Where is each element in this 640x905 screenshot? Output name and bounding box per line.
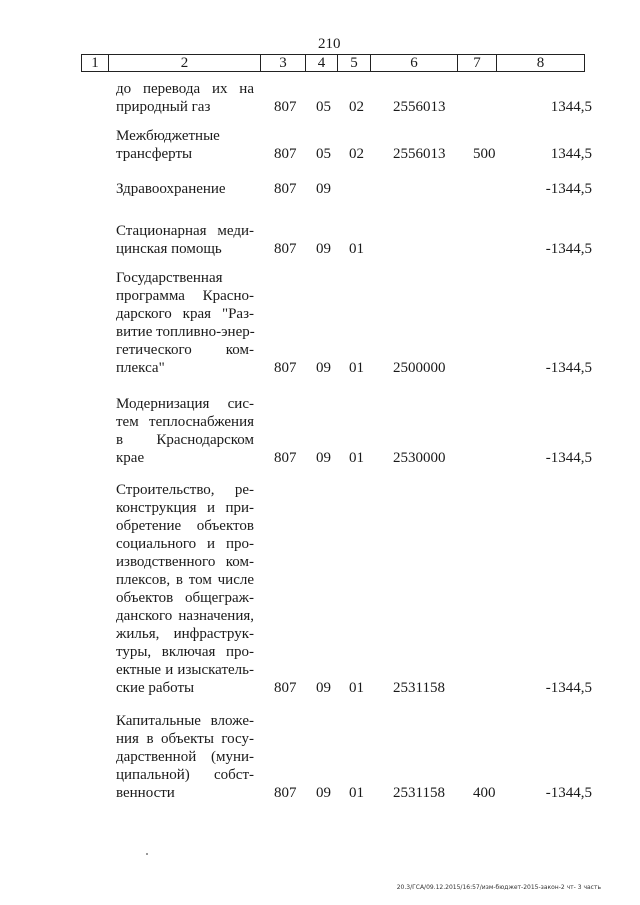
row-col-8: -1344,5 — [545, 785, 592, 801]
description-line: природный газ — [116, 99, 211, 115]
row-col-4: 05 — [316, 99, 331, 115]
row-description — [116, 222, 254, 258]
description-line: туры, включая про- — [116, 644, 254, 660]
row-col-5: 01 — [349, 680, 364, 696]
row-col-5: 01 — [349, 241, 364, 257]
description-line: трансферты — [116, 146, 193, 162]
description-line: ектные и изыскатель- — [116, 662, 254, 678]
row-col-7: 500 — [473, 146, 496, 162]
row-col-8: -1344,5 — [545, 450, 592, 466]
header-col-7: 7 — [458, 55, 497, 72]
description-line: гетического ком- — [116, 342, 254, 358]
row-col-8: -1344,5 — [545, 680, 592, 696]
row-description — [116, 127, 254, 163]
description-line: жилья, инфраструк- — [116, 626, 254, 642]
row-col-5: 01 — [349, 450, 364, 466]
row-col-5: 01 — [349, 785, 364, 801]
header-col-5: 5 — [338, 55, 371, 72]
row-col-5: 02 — [349, 146, 364, 162]
description-line: венности — [116, 785, 175, 801]
row-description — [116, 180, 254, 198]
row-col-8: -1344,5 — [545, 181, 592, 197]
description-line: дарского края "Раз- — [116, 306, 254, 322]
row-description — [116, 269, 254, 377]
row-col-3: 807 — [274, 360, 297, 376]
row-col-4: 09 — [316, 450, 331, 466]
row-col-8: -1344,5 — [545, 360, 592, 376]
header-col-3: 3 — [261, 55, 306, 72]
row-col-8: -1344,5 — [545, 241, 592, 257]
row-col-7: 400 — [473, 785, 496, 801]
row-col-5: 01 — [349, 360, 364, 376]
row-col-6: 2500000 — [393, 360, 446, 376]
description-line: до перевода их на — [116, 81, 254, 97]
description-line: в Краснодарском — [116, 432, 254, 448]
row-col-3: 807 — [274, 680, 297, 696]
row-col-5: 02 — [349, 99, 364, 115]
row-col-6: 2556013 — [393, 146, 446, 162]
row-col-3: 807 — [274, 785, 297, 801]
description-line: Межбюджетные — [116, 128, 220, 144]
row-description — [116, 395, 254, 467]
header-col-6: 6 — [371, 55, 458, 72]
row-col-4: 09 — [316, 360, 331, 376]
row-col-3: 807 — [274, 241, 297, 257]
description-line: крае — [116, 450, 145, 466]
row-col-6: 2556013 — [393, 99, 446, 115]
header-col-2: 2 — [109, 55, 261, 72]
description-line: тем теплоснабжения — [116, 414, 254, 430]
row-col-6: 2531158 — [393, 680, 445, 696]
description-line: Модернизация сис- — [116, 396, 254, 412]
description-line: социального и про- — [116, 536, 254, 552]
description-line: конструкция и при- — [116, 500, 254, 516]
description-line: Строительство, ре- — [116, 482, 254, 498]
row-col-4: 09 — [316, 785, 331, 801]
row-col-4: 05 — [316, 146, 331, 162]
description-line: обретение объектов — [116, 518, 254, 534]
row-description — [116, 481, 254, 697]
description-line: Капитальные вложе- — [116, 713, 254, 729]
page-number: 210 — [318, 36, 341, 52]
row-col-4: 09 — [316, 241, 331, 257]
description-line: плекса" — [116, 360, 165, 376]
row-col-8: 1344,5 — [550, 99, 592, 115]
scan-speck — [146, 853, 148, 855]
description-line: витие топливно-энер- — [116, 324, 255, 340]
description-line: цинская помощь — [116, 241, 222, 257]
description-line: ские работы — [116, 680, 195, 696]
row-description — [116, 80, 254, 116]
row-description — [116, 712, 254, 802]
description-line: Государственная — [116, 270, 223, 286]
description-line: плексов, в том числе — [116, 572, 254, 588]
description-line: объектов общеграж- — [116, 590, 254, 606]
row-col-6: 2530000 — [393, 450, 446, 466]
header-col-4: 4 — [306, 55, 338, 72]
description-line: программа Красно- — [116, 288, 254, 304]
description-line: Здравоохранение — [116, 181, 226, 197]
row-col-8: 1344,5 — [550, 146, 592, 162]
row-col-3: 807 — [274, 146, 297, 162]
row-col-4: 09 — [316, 680, 331, 696]
row-col-4: 09 — [316, 181, 331, 197]
row-col-3: 807 — [274, 181, 297, 197]
row-col-6: 2531158 — [393, 785, 445, 801]
header-col-1: 1 — [82, 55, 109, 72]
description-line: ципальной) собст- — [116, 767, 254, 783]
description-line: данского назначения, — [116, 608, 254, 624]
row-col-3: 807 — [274, 99, 297, 115]
row-col-3: 807 — [274, 450, 297, 466]
description-line: ния в объекты госу- — [116, 731, 254, 747]
description-line: дарственной (муни- — [116, 749, 254, 765]
header-col-8: 8 — [497, 55, 585, 72]
document-footer: 20.3/ГСА/09.12.2015/16:57/изм-бюджет-2015-закон-2 чт- 3 часть — [396, 884, 601, 891]
description-line: изводственного ком- — [116, 554, 254, 570]
description-line: Стационарная меди- — [116, 223, 254, 239]
